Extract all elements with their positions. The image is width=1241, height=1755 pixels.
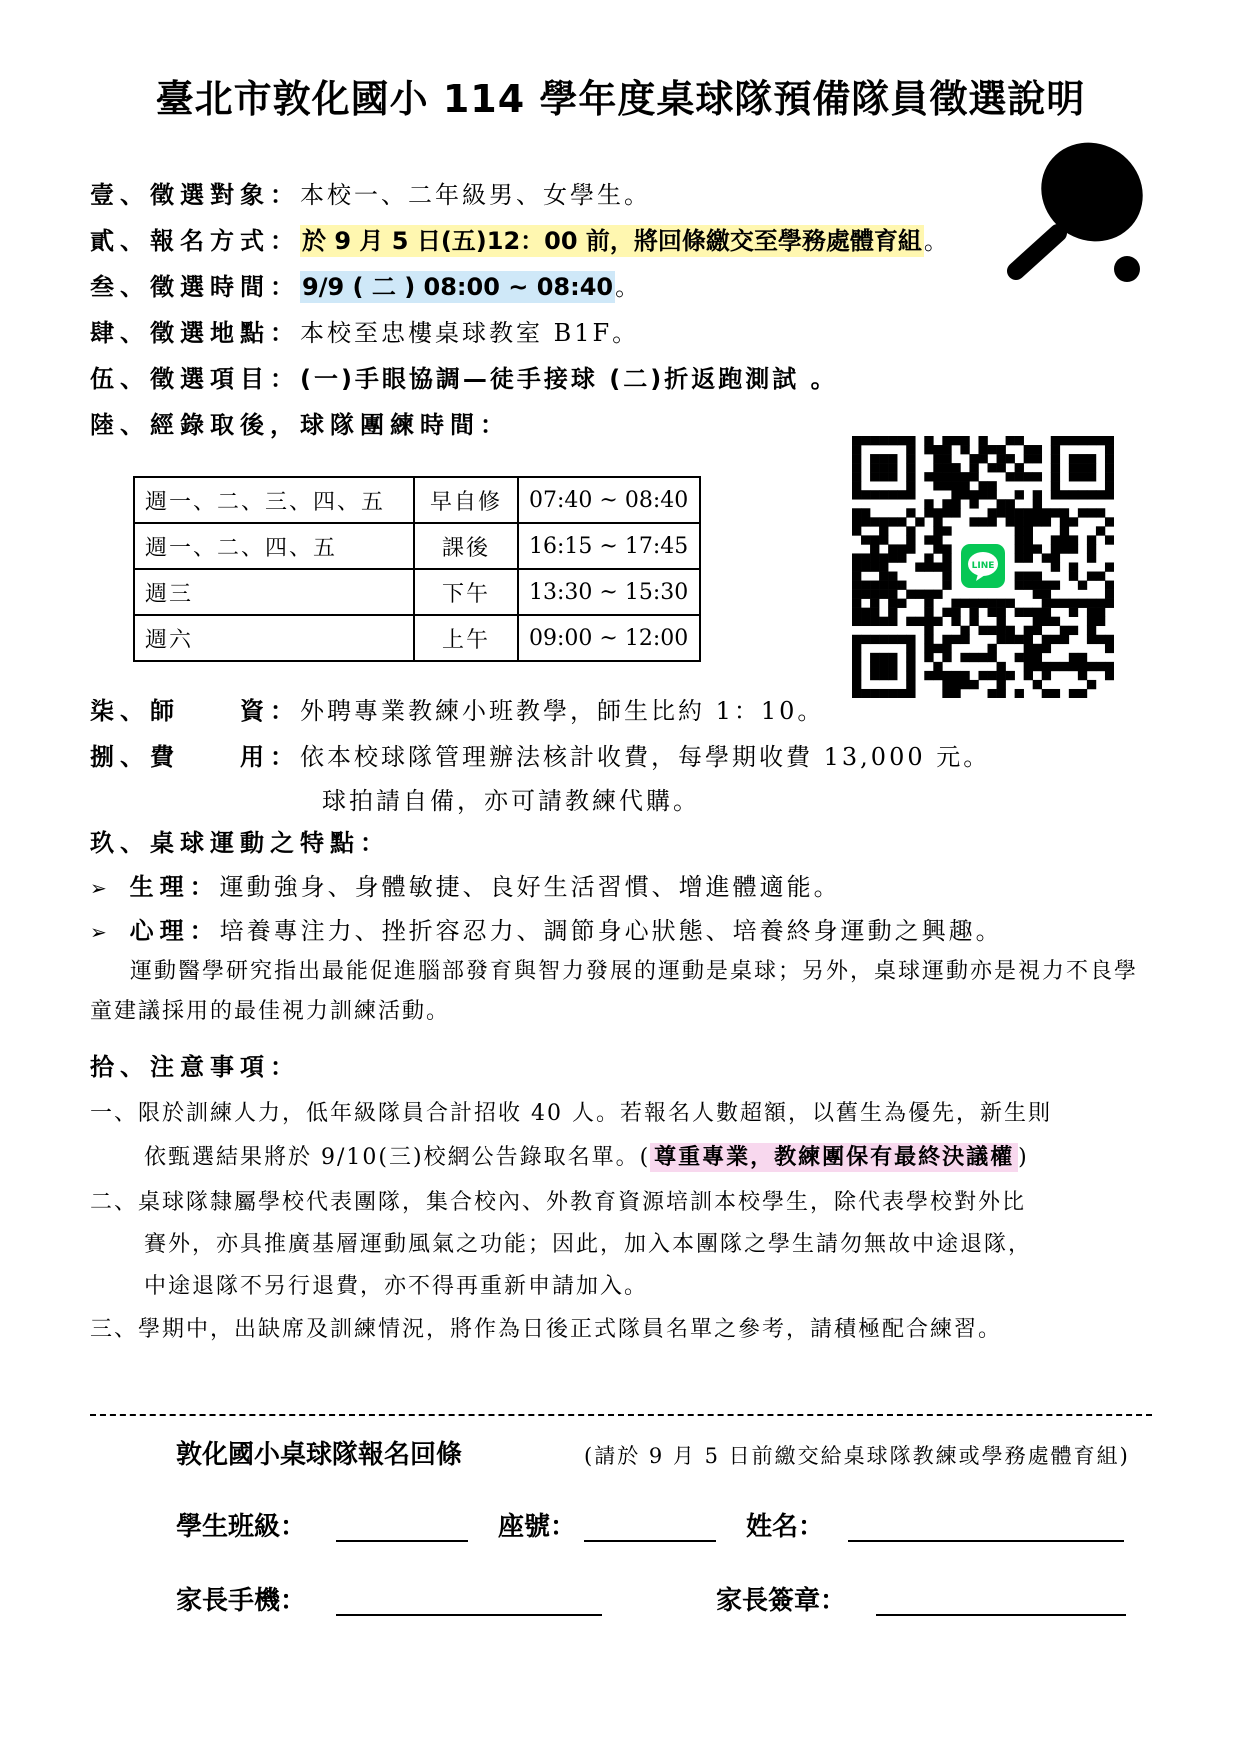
form-title: 敦化國小桌球隊報名回條 [176,1440,463,1470]
sign-label: 家長簽章： [716,1586,847,1616]
section-features: 玖、桌球運動之特點： [90,829,390,857]
seat-label: 座號： [498,1512,577,1542]
section-fee: 捌、費 用：依本校球隊管理辦法核計收費，每學期收費 13,000 元。 [90,743,991,771]
form-note: (請於 9 月 5 日前繳交給桌球隊教練或學務處體育組) [584,1444,1130,1468]
section-notes: 拾、注意事項： [90,1053,300,1081]
table-row: 週六 上午 09:00 ~ 12:00 [134,615,700,661]
class-field[interactable] [336,1540,468,1542]
name-label: 姓名： [746,1512,825,1542]
feature-paragraph: 運動醫學研究指出最能促進腦部發育與智力發展的運動是桌球；另外，桌球運動亦是視力不良學童建議採用的最佳視力訓練活動。 [90,959,1139,1024]
fee-note: 球拍請自備，亦可請教練代購。 [322,787,700,815]
section-coach: 柒、師 資：外聘專業教練小班教學，師生比約 1：10。 [90,697,825,725]
class-label: 學生班級： [176,1512,307,1542]
seat-field[interactable] [584,1540,716,1542]
ping-pong-paddle-icon [1000,135,1155,285]
practice-schedule-table [133,476,701,662]
page-title: 臺北市敦化國小 114 學年度桌球隊預備隊員徵選說明 [155,77,1086,121]
svg-text:LINE: LINE [971,561,995,571]
section-location: 肆、徵選地點：本校至忠樓桌球教室 B1F。 [90,319,640,347]
phone-field[interactable] [336,1614,602,1616]
sign-field[interactable] [876,1614,1126,1616]
section-practice: 陸、經錄取後，球隊團練時間： [90,411,510,439]
section-items: 伍、徵選項目：(一)手眼協調—徒手接球 (二)折返跑測試 。 [90,365,838,393]
table-row: 週三 下午 13:30 ~ 15:30 [134,569,700,615]
section-time: 叁、徵選時間：9/9 ( 二 ) 08:00 ~ 08:40。 [90,273,640,301]
phone-label: 家長手機： [176,1586,307,1616]
table-row: 週一、二、三、四、五 早自修 07:40 ~ 08:40 [134,477,700,523]
line-logo-icon [958,541,1008,591]
feature-mental: ➢ 心理：培養專注力、挫折容忍力、調節身心狀態、培養終身運動之興趣。 [90,917,1003,945]
table-row: 週一、二、四、五 課後 16:15 ~ 17:45 [134,523,700,569]
note-item-2: 二、桌球隊隸屬學校代表團隊，集合校內、外教育資源培訓本校學生，除代表學校對外比 賽外，亦具推廣基層運動風氣之功能；因此，加入本團隊之學生請勿無故中途退隊， 中途退隊不另行退費，亦不得再重新申請加入。 [90,1190,1033,1299]
name-field[interactable] [848,1540,1124,1542]
feature-physical: ➢ 生理：運動強身、身體敏捷、良好生活習慣、增進體適能。 [90,873,841,901]
note-item-3: 三、學期中，出缺席及訓練情況，將作為日後正式隊員名單之參考，請積極配合練習。 [90,1317,1003,1342]
section-target: 壹、徵選對象：本校一、二年級男、女學生。 [90,181,651,209]
section-registration: 貳、報名方式：於 9 月 5 日(五)12：00 前，將回條繳交至學務處體育組。 [90,227,948,255]
cut-line [90,1414,1152,1416]
note-item-1: 一、限於訓練人力，低年級隊員合計招收 40 人。若報名人數超額，以舊生為優先，新生則 依甄選結果將於 9/10(三)校網公告錄取名單。( 尊重專業，教練團保有最終決議權 ) [90,1101,1052,1170]
